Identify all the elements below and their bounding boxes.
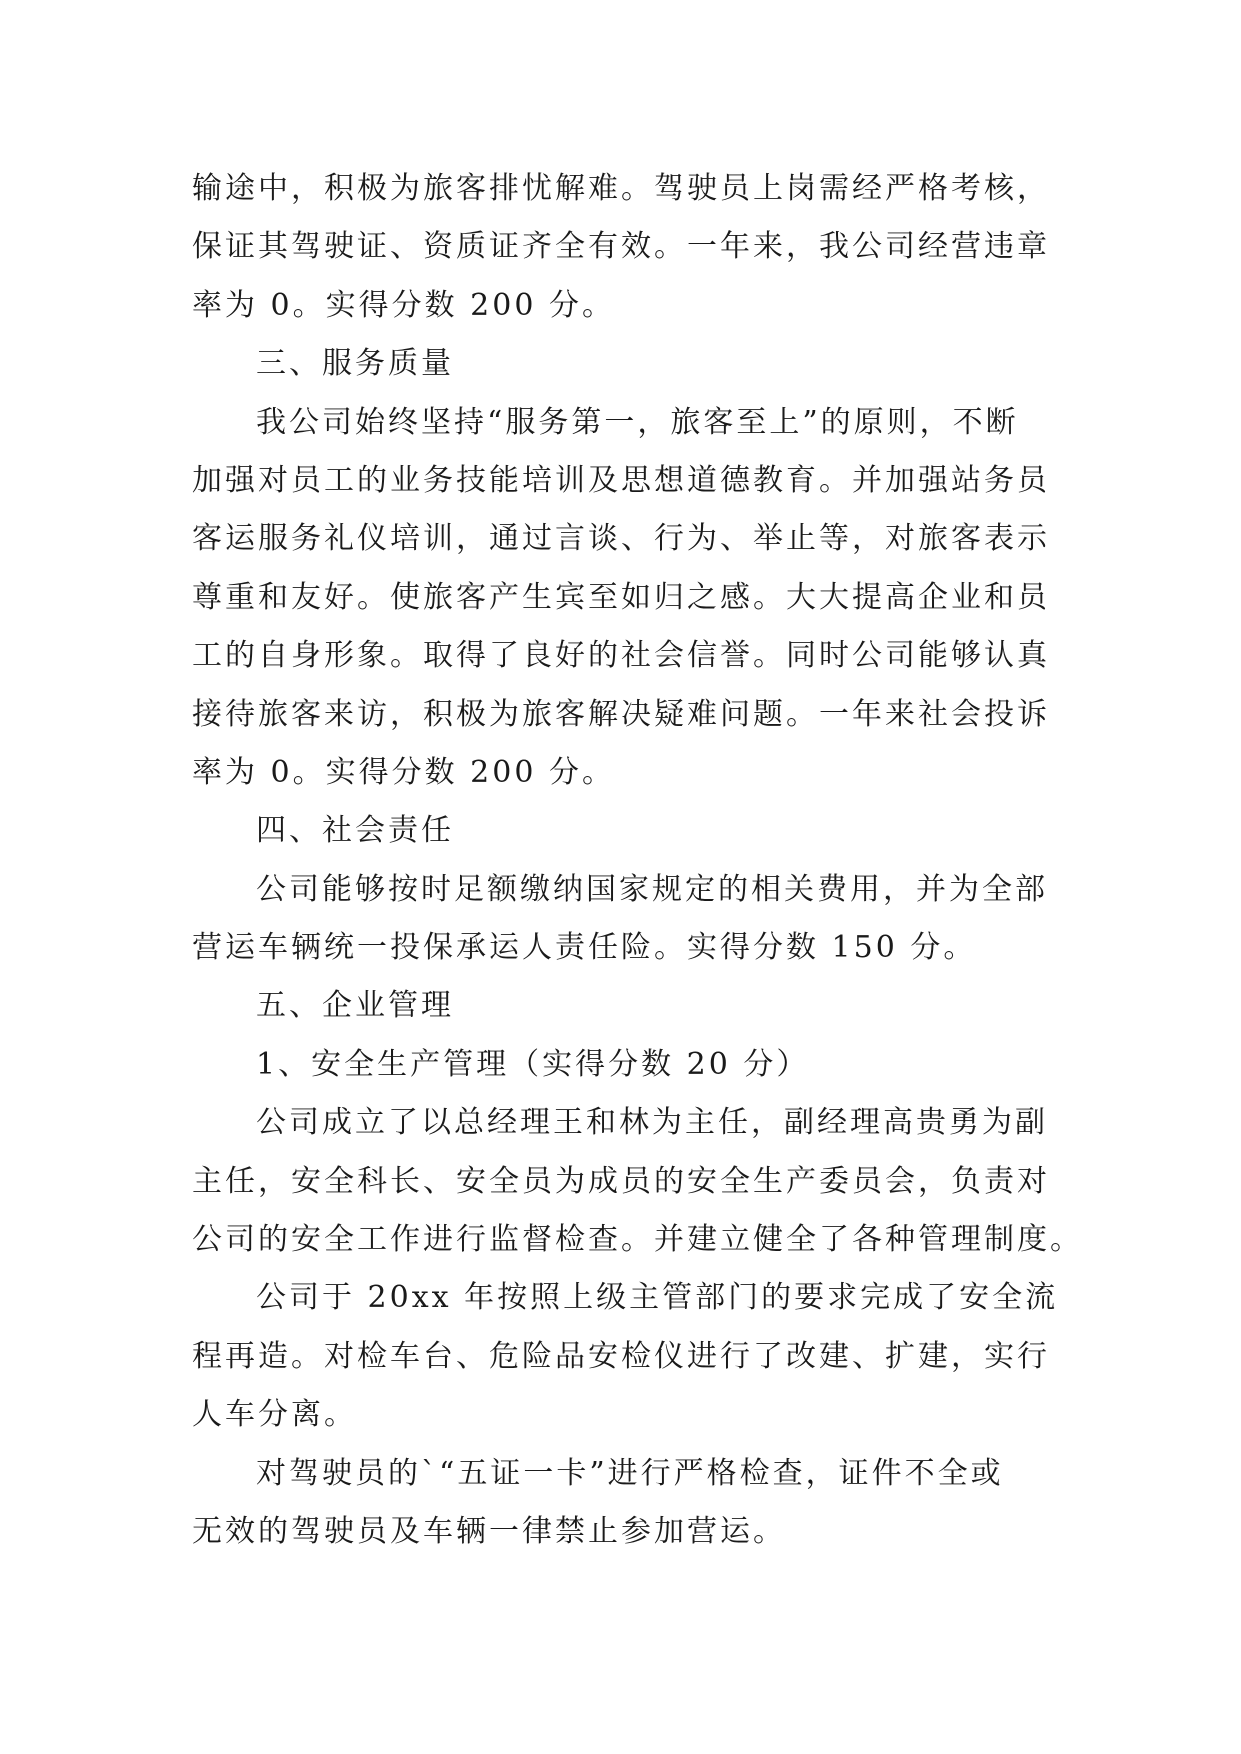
text-line: 1、安全生产管理（实得分数 20 分） [256, 1046, 810, 1082]
text-line: 公司能够按时足额缴纳国家规定的相关费用，并为全部 [256, 871, 1048, 907]
text-line: 工的自身形象。取得了良好的社会信誉。同时公司能够认真 [192, 638, 1050, 674]
text-line: 接待旅客来访，积极为旅客解决疑难问题。一年来社会投诉 [192, 696, 1050, 732]
text-line: 公司于 20xx 年按照上级主管部门的要求完成了安全流 [256, 1280, 1059, 1316]
text-line: 率为 0。实得分数 200 分。 [192, 287, 615, 323]
text-line: 程再造。对检车台、危险品安检仪进行了改建、扩建，实行 [192, 1338, 1050, 1374]
text-line: 公司成立了以总经理王和林为主任，副经理高贵勇为副 [256, 1105, 1048, 1141]
text-line: 率为 0。实得分数 200 分。 [192, 754, 615, 790]
text-line: 三、服务质量 [256, 346, 454, 382]
text-line: 人车分离。 [192, 1397, 357, 1433]
text-line: 四、社会责任 [256, 813, 454, 849]
text-line: 输途中，积极为旅客排忧解难。驾驶员上岗需经严格考核， [192, 171, 1050, 206]
text-line: 对驾驶员的`“五证一卡”进行严格检查，证件不全或 [256, 1455, 1004, 1491]
text-line: 客运服务礼仪培训，通过言谈、行为、举止等，对旅客表示 [192, 521, 1050, 557]
text-line: 主任，安全科长、安全员为成员的安全生产委员会，负责对 [192, 1163, 1050, 1199]
text-line: 加强对员工的业务技能培训及思想道德教育。并加强站务员 [192, 462, 1050, 498]
text-line: 尊重和友好。使旅客产生宾至如归之感。大大提高企业和员 [192, 579, 1050, 615]
text-line: 营运车辆统一投保承运人责任险。实得分数 150 分。 [192, 930, 977, 966]
text-line: 公司的安全工作进行监督检查。并建立健全了各种管理制度。 [192, 1222, 1083, 1258]
document-body [192, 160, 1083, 1561]
text-line: 我公司始终坚持“服务第一，旅客至上”的原则，不断 [256, 404, 1019, 440]
text-line: 五、企业管理 [256, 988, 454, 1024]
text-line: 无效的驾驶员及车辆一律禁止参加营运。 [192, 1513, 786, 1549]
text-line: 保证其驾驶证、资质证齐全有效。一年来，我公司经营违章 [192, 229, 1050, 265]
